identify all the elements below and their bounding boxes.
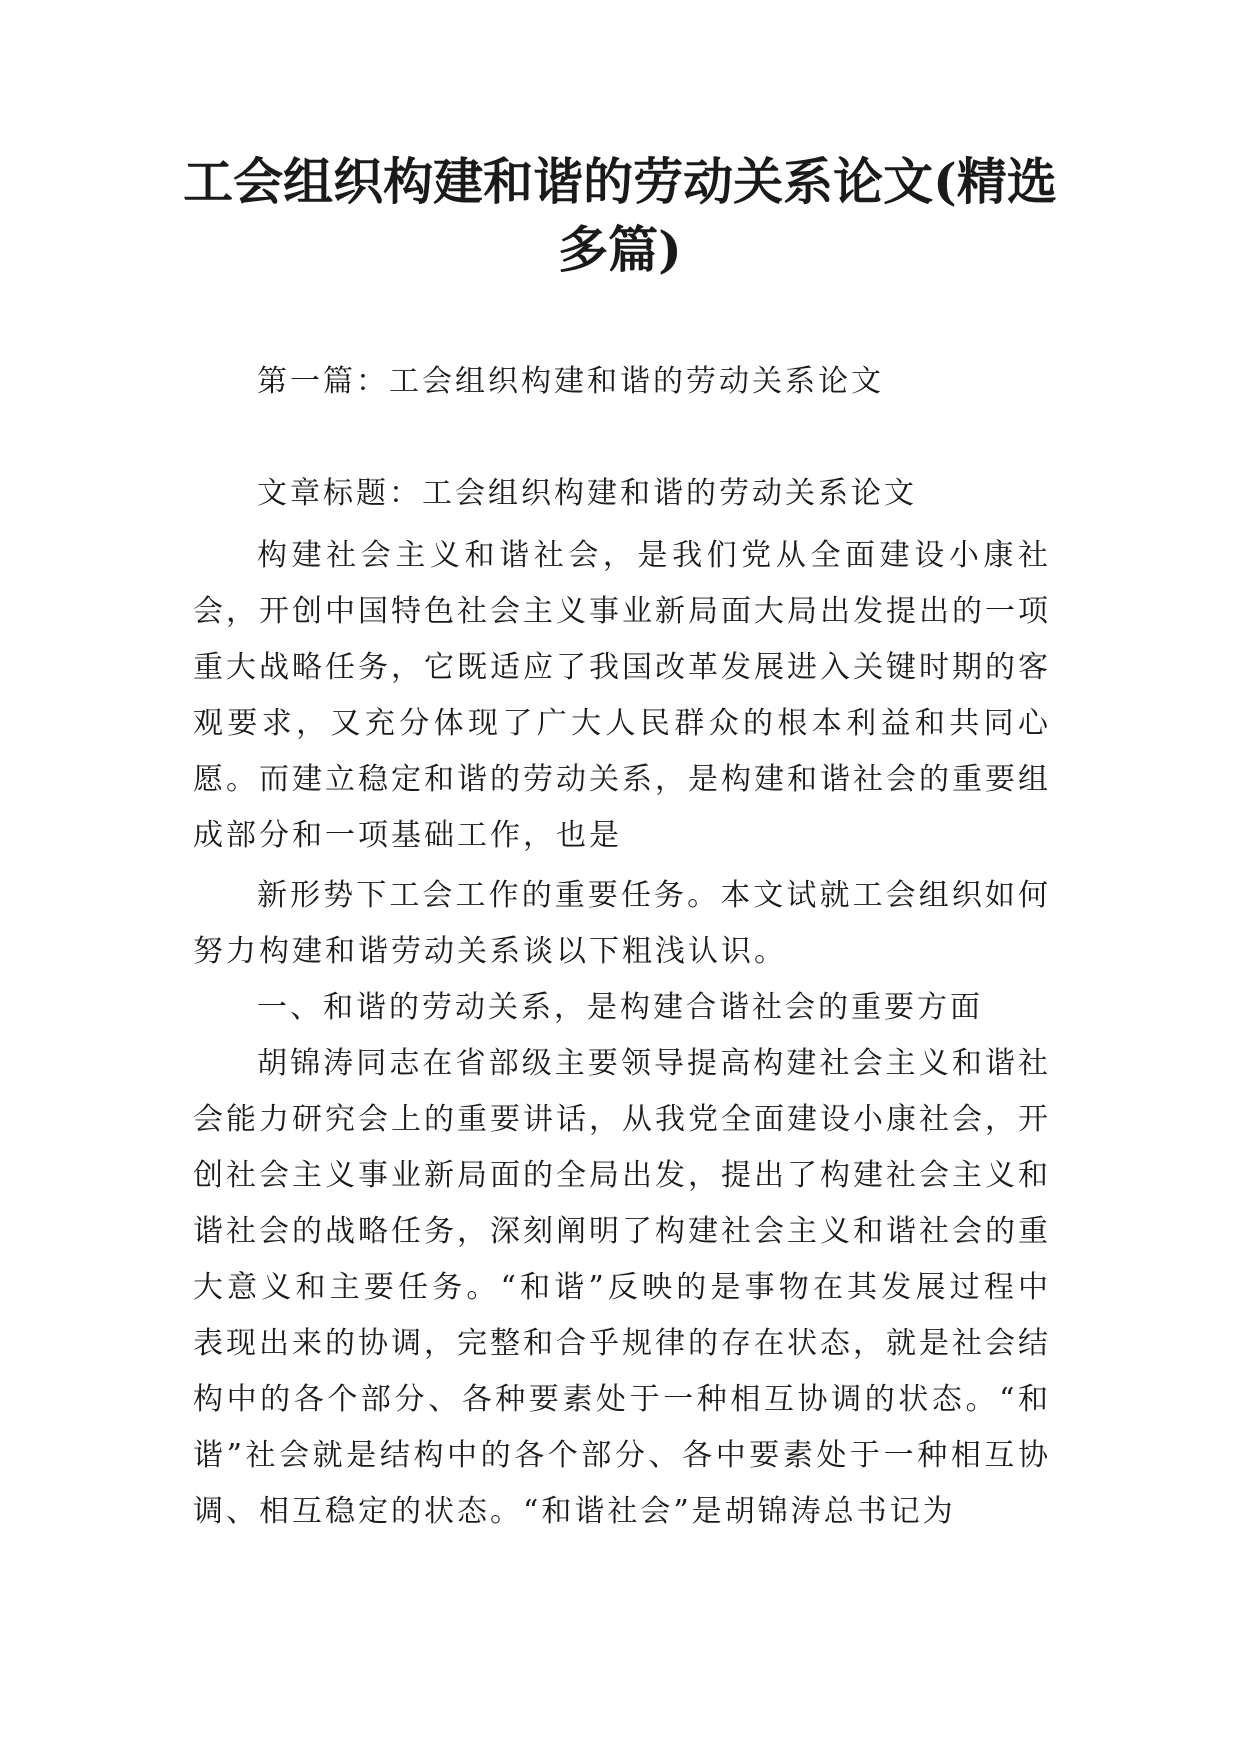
section-heading: 第一篇：工会组织构建和谐的劳动关系论文	[257, 364, 884, 399]
article-title: 文章标题：工会组织构建和谐的劳动关系论文	[257, 476, 917, 511]
paragraph: 构建社会主义和谐社会，是我们党从全面建设小康社会，开创中国特色社会主义事业新局面大局出发提出的一项重大战略任务，它既适应了我国改革发展进入关键时期的客观要求，又充分体现了广大人民群众的根本利益和共同心愿。而建立稳定和谐的劳动关系，是构建和谐社会的重要组成部分和一项基础工作，也是	[193, 538, 1051, 853]
document-title: 工会组织构建和谐的劳动关系论文(精选多篇)	[183, 152, 1057, 279]
subsection-heading: 一、和谐的劳动关系，是构建合谐社会的重要方面	[257, 990, 983, 1025]
paragraph: 胡锦涛同志在省部级主要领导提高构建社会主义和谐社会能力研究会上的重要讲话，从我党全面建设小康社会，开创社会主义事业新局面的全局出发，提出了构建社会主义和谐社会的战略任务，深刻阐明了构建社会主义和谐社会的重大意义和主要任务。“和谐”反映的是事物在其发展过程中表现出来的协调，完整和合乎规律的存在状态，就是社会结构中的各个部分、各种要素处于一种相互协调的状态。“和谐”社会就是结构中的各个部分、各中要素处于一种相互协调、相互稳定的状态。“和谐社会”是胡锦涛总书记为	[193, 1046, 1051, 1529]
paragraph: 新形势下工会工作的重要任务。本文试就工会组织如何努力构建和谐劳动关系谈以下粗浅认识。	[193, 878, 1051, 969]
